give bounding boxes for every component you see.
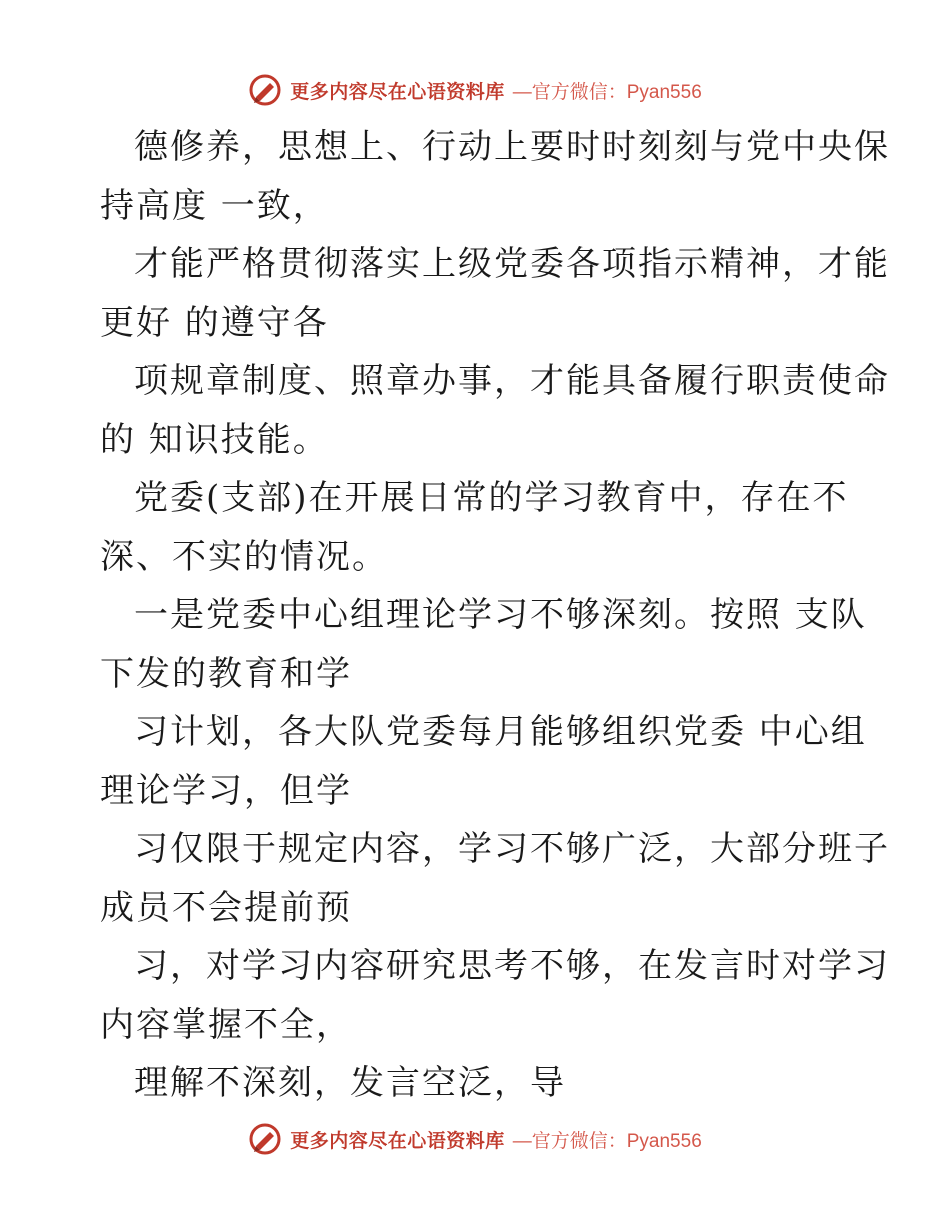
text-line: 成员不会提前预 <box>100 887 352 928</box>
text-line: 习仅限于规定内容，学习不够广泛，大部分班子 <box>134 829 890 869</box>
text-line: 党委(支部)在开展日常的学习教育中，存在不 <box>134 478 849 518</box>
text-line: 理解不深刻，发言空泛，导 <box>134 1063 566 1103</box>
text-line: 习，对学习内容研究思考不够，在发言时对学习 <box>134 946 890 986</box>
text-line: 更好 的遵守各 <box>100 302 329 343</box>
banner-title: 更多内容尽在心语资料库 <box>290 1129 505 1152</box>
header-banner <box>0 70 950 110</box>
text-line: 习计划，各大队党委每月能够组织党委 中心组 <box>134 712 867 752</box>
text-line: 内容掌握不全， <box>100 1004 352 1045</box>
text-line: 一是党委中心组理论学习不够深刻。按照 支队 <box>134 595 867 635</box>
pen-logo-icon <box>248 1122 282 1156</box>
document-body <box>100 118 890 1113</box>
footer-banner <box>0 1119 950 1159</box>
text-line: 的 知识技能。 <box>100 419 329 460</box>
text-line: 德修养，思想上、行动上要时时刻刻与党中央保 <box>134 127 890 167</box>
text-line: 下发的教育和学 <box>100 653 352 694</box>
pen-logo-icon <box>248 73 282 107</box>
text-line: 理论学习，但学 <box>100 770 352 811</box>
banner-title: 更多内容尽在心语资料库 <box>290 80 505 103</box>
text-line: 持高度 一致， <box>100 185 329 226</box>
text-line: 项规章制度、照章办事，才能具备履行职责使命 <box>134 361 890 401</box>
text-line: 才能严格贯彻落实上级党委各项指示精神，才能 <box>134 244 890 284</box>
text-line: 深、不实的情况。 <box>100 536 388 577</box>
banner-wechat: —官方微信：Pyan556 <box>512 81 702 103</box>
banner-wechat: —官方微信：Pyan556 <box>512 1130 702 1152</box>
